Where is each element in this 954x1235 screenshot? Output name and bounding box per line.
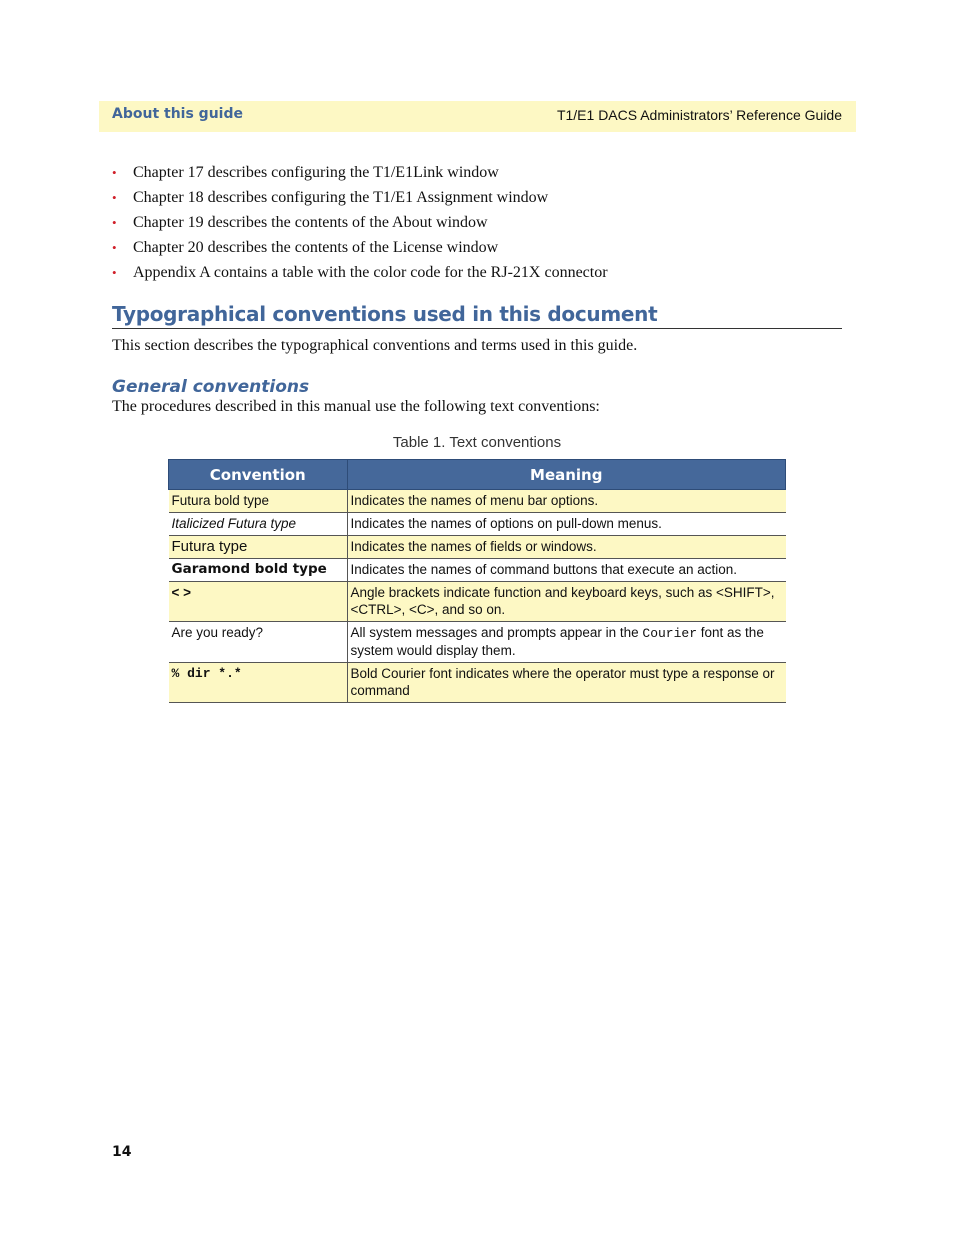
convention-cell: < > [169,582,348,622]
table-header-row [169,460,786,490]
table-row [169,559,786,582]
table-row [169,622,786,663]
convention-cell: Garamond bold type [169,559,348,582]
table-row [169,663,786,703]
table-row [169,513,786,536]
table-caption: Table 1. Text conventions [392,434,562,451]
convention-cell: Futura type [169,536,348,559]
bullet-icon: • [112,265,117,280]
chapter-list [112,162,608,287]
section-heading: Typographical conventions used in this document [112,302,842,329]
bullet-icon: • [112,165,117,180]
meaning-cell: Bold Courier font indicates where the operator must type a response or command [347,663,786,703]
text-conventions-table [168,459,786,703]
bullet-icon: • [112,215,117,230]
subsection-intro: The procedures described in this manual use the following text conventions: [112,398,600,415]
list-item: • Chapter 19 describes the contents of the About window [112,212,608,237]
header-guide-title: T1/E1 DACS Administrators’ Reference Guide [556,107,842,123]
convention-cell: Italicized Futura type [169,513,348,536]
table-row [169,582,786,622]
meaning-cell: Indicates the names of menu bar options. [347,490,786,513]
meaning-cell: Indicates the names of fields or windows. [347,536,786,559]
list-item: • Chapter 20 describes the contents of the License window [112,237,608,262]
table-row [169,536,786,559]
convention-cell: Futura bold type [169,490,348,513]
meaning-cell: Angle brackets indicate function and keyboard keys, such as <SHIFT>, <CTRL>, <C>, and so on. [347,582,786,622]
column-header-meaning: Meaning [347,460,786,490]
convention-cell: Are you ready? [169,622,348,663]
subsection-heading: General conventions [112,377,310,397]
courier-sample: Courier [642,626,698,641]
column-header-convention: Convention [169,460,348,490]
list-item: • Chapter 17 describes configuring the T1/E1Link window [112,162,608,187]
section-intro: This section describes the typographical conventions and terms used in this guide. [112,337,638,354]
table-row [169,490,786,513]
meaning-cell: Indicates the names of options on pull-down menus. [347,513,786,536]
bullet-icon: • [112,240,117,255]
meaning-cell: Indicates the names of command buttons that execute an action. [347,559,786,582]
list-item: • Chapter 18 describes configuring the T1/E1 Assignment window [112,187,608,212]
header-section-title: About this guide [112,106,243,122]
meaning-cell: All system messages and prompts appear in the Courier font as the system would display them. [347,622,786,663]
list-item: • Appendix A contains a table with the color code for the RJ-21X connector [112,262,608,287]
page-number: 14 [112,1144,132,1160]
convention-cell: % dir *.* [169,663,348,703]
bullet-icon: • [112,190,117,205]
